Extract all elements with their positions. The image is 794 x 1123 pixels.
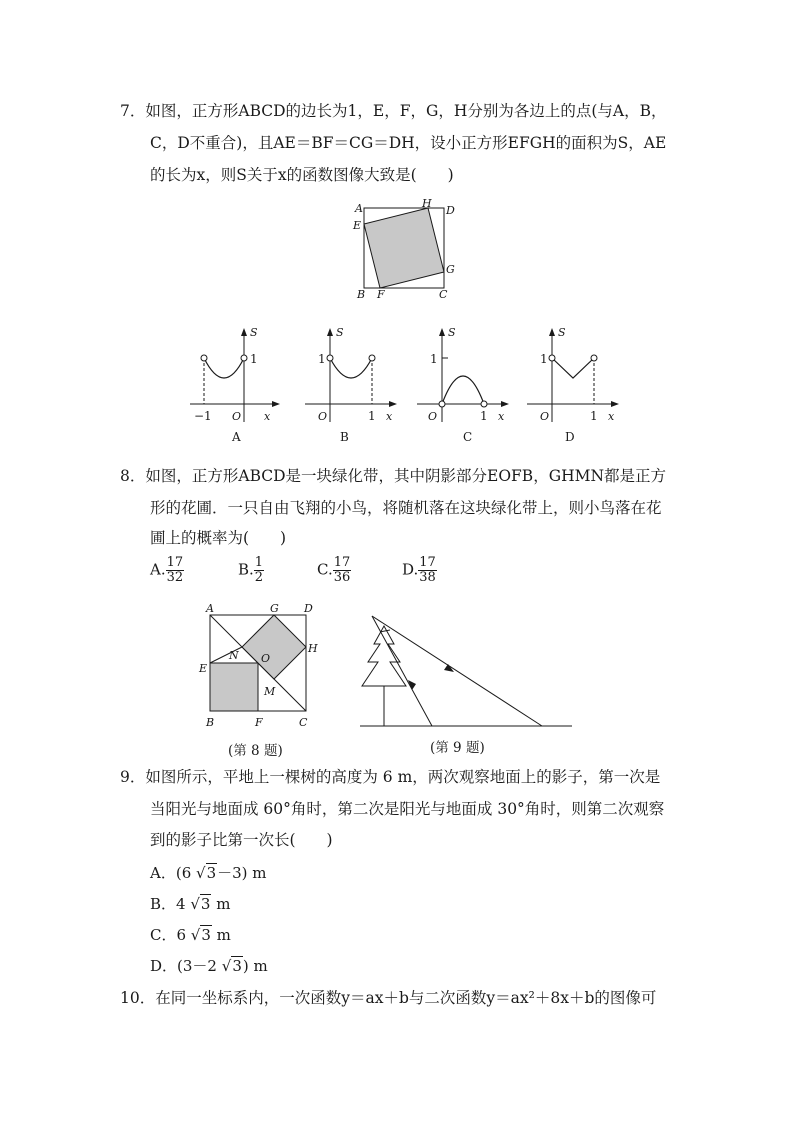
q7-graph-D [522, 322, 627, 447]
graph-B-one: 1 [318, 352, 326, 366]
q8-label-D: D [304, 602, 313, 615]
graph-B-O: O [318, 410, 328, 423]
q9-option-A[interactable]: A．(6 √3－3) m [150, 864, 267, 882]
q10-number: 10． [120, 989, 156, 1007]
q9-caption: (第 9 题) [430, 740, 485, 756]
q8-label-A: A [206, 602, 214, 615]
q8-label-C: C [299, 716, 308, 729]
q8-label-M: M [264, 685, 276, 698]
q7-graph-B [300, 322, 405, 447]
q8-line1 [120, 465, 666, 487]
graph-D-S: S [558, 326, 566, 339]
q8-text-line1: 如图，正方形ABCD是一块绿化带，其中阴影部分EOFB，GHMN都是正方 [145, 467, 667, 485]
q8-caption: (第 8 题) [228, 743, 283, 759]
q7-graph-A [180, 322, 285, 447]
label-A: A [355, 202, 363, 215]
q7-text-line1: 如图，正方形ABCD的边长为1，E，F，G，H分别为各边上的点(与A，B， [145, 102, 667, 120]
q9-line1 [120, 766, 660, 788]
q8-option-D[interactable]: D. $\frac{17}{38}$ [402, 555, 436, 585]
q9-number: 9． [120, 768, 146, 786]
label-B: B [357, 288, 366, 301]
graph-C-O: O [428, 410, 438, 423]
graph-A-neg-one: −1 [194, 409, 212, 423]
graph-A-x: x [264, 410, 271, 423]
q7-line1 [120, 100, 667, 122]
q8-option-C[interactable]: C. $\frac{17}{36}$ [317, 555, 351, 585]
graph-A-O: O [232, 410, 242, 423]
q9-option-C[interactable]: C．6 √3 m [150, 926, 231, 944]
graph-A-option: A [232, 430, 241, 444]
q8-label-H: H [308, 642, 318, 655]
label-F: F [377, 288, 385, 301]
graph-B-option: B [340, 430, 349, 444]
graph-C-S: S [448, 326, 456, 339]
q8-label-G: G [270, 602, 279, 615]
graph-B-S: S [336, 326, 344, 339]
label-E: E [353, 219, 362, 232]
q8-number: 8． [120, 467, 146, 485]
graph-C-x: x [498, 410, 505, 423]
graph-C-one: 1 [430, 352, 438, 366]
q7-graph-C [412, 322, 517, 447]
q8-label-N: N [229, 649, 239, 662]
graph-D-O: O [540, 410, 550, 423]
graph-A-one: 1 [250, 352, 258, 366]
q8-option-A[interactable]: A. $\frac{17}{32}$ [150, 555, 184, 585]
q7-square-figure [345, 198, 460, 303]
q7-number: 7． [120, 102, 146, 120]
graph-A-S: S [250, 326, 258, 339]
q10-line1 [120, 987, 656, 1009]
graph-D-option: D [565, 430, 575, 444]
q9-text-line1: 如图所示，平地上一棵树的高度为 6 m，两次观察地面上的影子，第一次是 [145, 768, 661, 786]
square-eofb [210, 663, 258, 711]
q8-label-O: O [261, 652, 271, 665]
q7-text-line3: 的长为x，则S关于x的函数图像大致是( ) [150, 166, 454, 184]
graph-D-x: x [608, 410, 615, 423]
graph-C-option: C [463, 430, 473, 444]
label-D: D [446, 204, 455, 217]
q9-option-B[interactable]: B．4 √3 m [150, 895, 231, 913]
q8-label-B: B [206, 716, 215, 729]
q9-text-line2: 当阳光与地面成 60°角时，第二次是阳光与地面成 30°角时，则第二次观察 [150, 800, 665, 818]
q8-figure [195, 600, 330, 735]
q8-label-F: F [255, 716, 263, 729]
q8-label-E: E [199, 662, 208, 675]
inner-square-efgh [364, 208, 444, 288]
label-H: H [422, 198, 432, 210]
graph-D-one: 1 [540, 352, 548, 366]
q8-text-line2: 形的花圃．一只自由飞翔的小鸟，将随机落在这块绿化带上，则小鸟落在花 [150, 499, 662, 517]
q9-text-line3: 到的影子比第一次长( ) [150, 831, 333, 849]
graph-B-x-one: 1 [368, 409, 376, 423]
label-G: G [446, 263, 455, 276]
q8-option-B[interactable]: B. $\frac{1}{2}$ [238, 555, 264, 585]
label-C: C [439, 288, 448, 301]
graph-B-x: x [386, 410, 393, 423]
graph-D-x-one: 1 [590, 409, 598, 423]
q8-text-line3: 圃上的概率为( ) [150, 529, 287, 547]
q7-text-line2: C，D不重合)，且AE＝BF＝CG＝DH，设小正方形EFGH的面积为S，AE [150, 134, 667, 152]
q9-figure [350, 600, 585, 735]
graph-C-x-one: 1 [480, 409, 488, 423]
q9-option-D[interactable]: D．(3－2 √3) m [150, 957, 268, 975]
q10-text-line1: 在同一坐标系内，一次函数y＝ax＋b与二次函数y＝ax²＋8x＋b的图像可 [155, 989, 657, 1007]
